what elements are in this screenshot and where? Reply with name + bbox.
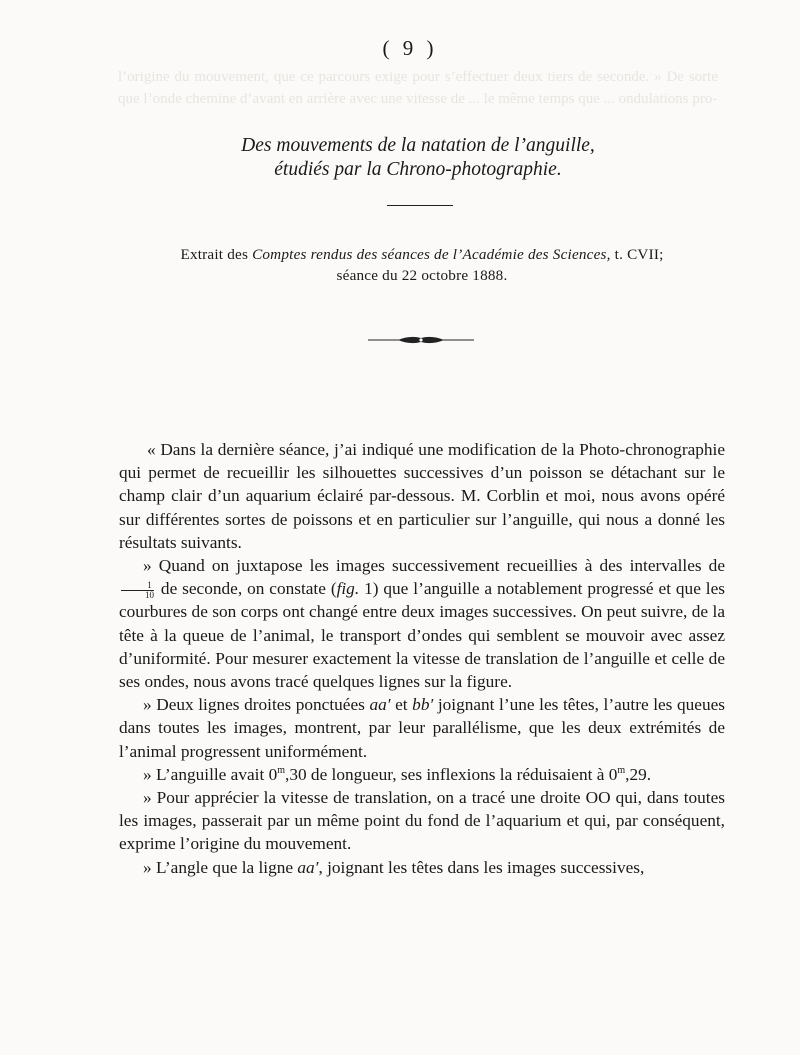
unit-superscript: m xyxy=(617,765,626,777)
title-line-2: étudiés par la Chrono-photographie. xyxy=(274,159,562,180)
title-divider xyxy=(387,205,453,206)
paragraph-2-end: 1) que l’anguille a notablement progressé et que les courbures de son corps ont changé entre deux images successives. On peut suivre, de la tête à la queue de l’animal, le transport d’ondes qui semblent se mouvoir avec assez d’uniformité. Pour mesurer exactement la vitesse de translation de l’anguille et celle de ses ondes, nous avons tracé quelques lignes sur la figure. xyxy=(119,579,725,692)
fraction-numerator: 1 xyxy=(121,581,154,591)
article-title xyxy=(0,134,800,182)
paragraph-6 xyxy=(119,856,725,879)
page-number: ( 9 ) xyxy=(382,36,438,60)
paragraph-3-start: » Deux lignes droites ponctuées xyxy=(143,695,370,715)
journal-name: Comptes rendus des séances de l’Académie des Sciences, xyxy=(252,246,611,263)
line-label-aa: aa′ xyxy=(297,857,319,877)
article-body xyxy=(119,438,725,879)
paragraph-4 xyxy=(119,763,725,786)
line-label-bb: bb′ xyxy=(412,695,434,715)
paragraph-3 xyxy=(119,693,725,763)
paragraph-3-middle: et xyxy=(390,695,413,715)
paragraph-5: » Pour apprécier la vitesse de translation, on a tracé une droite OO qui, dans toutes les images, passerait par un même point du fond de l’aquarium et qui, par conséquent, exprime l’origine du mouvement. xyxy=(119,788,725,854)
paragraph-6-start: » L’angle que la ligne xyxy=(143,857,298,877)
paragraph-6-end: , joignant les têtes dans les images successives, xyxy=(318,857,645,877)
paragraph-1: « Dans la dernière séance, j’ai indiqué une modification de la Photo-chronographie qui permet de recueillir les silhouettes successives d’un poisson se détachant sur le champ clair d’un aquarium éclairé par-dessous. M. Corblin et moi, nous avons opéré sur différentes sortes de poissons et en particulier sur l’anguille, qui nous a donné les résultats suivants. xyxy=(119,440,725,552)
paragraph-2-start: » Quand on juxtapose les images successivement recueillies à des intervalles de xyxy=(143,556,725,576)
paragraph-2 xyxy=(119,554,725,693)
paragraph-3-end: joignant l’une les têtes, l’autre les queues dans toutes les images, montrent, par leur parallélisme, que les deux extrémités de l’animal progressent uniformément. xyxy=(119,695,725,761)
paragraph-4-end: ,29. xyxy=(625,764,652,784)
paragraph-2-middle: de seconde, on constate ( xyxy=(156,579,337,599)
fraction-denominator: 10 xyxy=(145,589,154,600)
journal-volume: t. CVII; xyxy=(610,246,664,263)
paragraph-4-start: » L’anguille avait 0 xyxy=(143,764,278,784)
citation-prefix: Extrait des xyxy=(180,246,253,263)
ornament-divider-icon xyxy=(368,333,474,347)
citation-line-2: séance du 22 octobre 1888. xyxy=(336,267,508,284)
fraction xyxy=(121,581,154,600)
bleed-through-text: l’origine du mouvement, que ce parcours exige pour s’effectuer deux tiers de seconde. » De sorte que l’onde chemine d’avant en arrière avec une vitesse de ... le même temps que ... ondulations pro- xyxy=(118,69,718,107)
paragraph-4-middle: ,30 de longueur, ses inflexions la réduisaient à 0 xyxy=(285,764,618,784)
title-line-1: Des mouvements de la natation de l’anguille, xyxy=(241,135,595,156)
citation-line-1 xyxy=(0,244,800,265)
line-label-aa: aa′ xyxy=(369,695,391,715)
unit-superscript: m xyxy=(277,765,285,777)
source-citation xyxy=(0,244,800,286)
figure-reference: fig. xyxy=(336,579,360,599)
